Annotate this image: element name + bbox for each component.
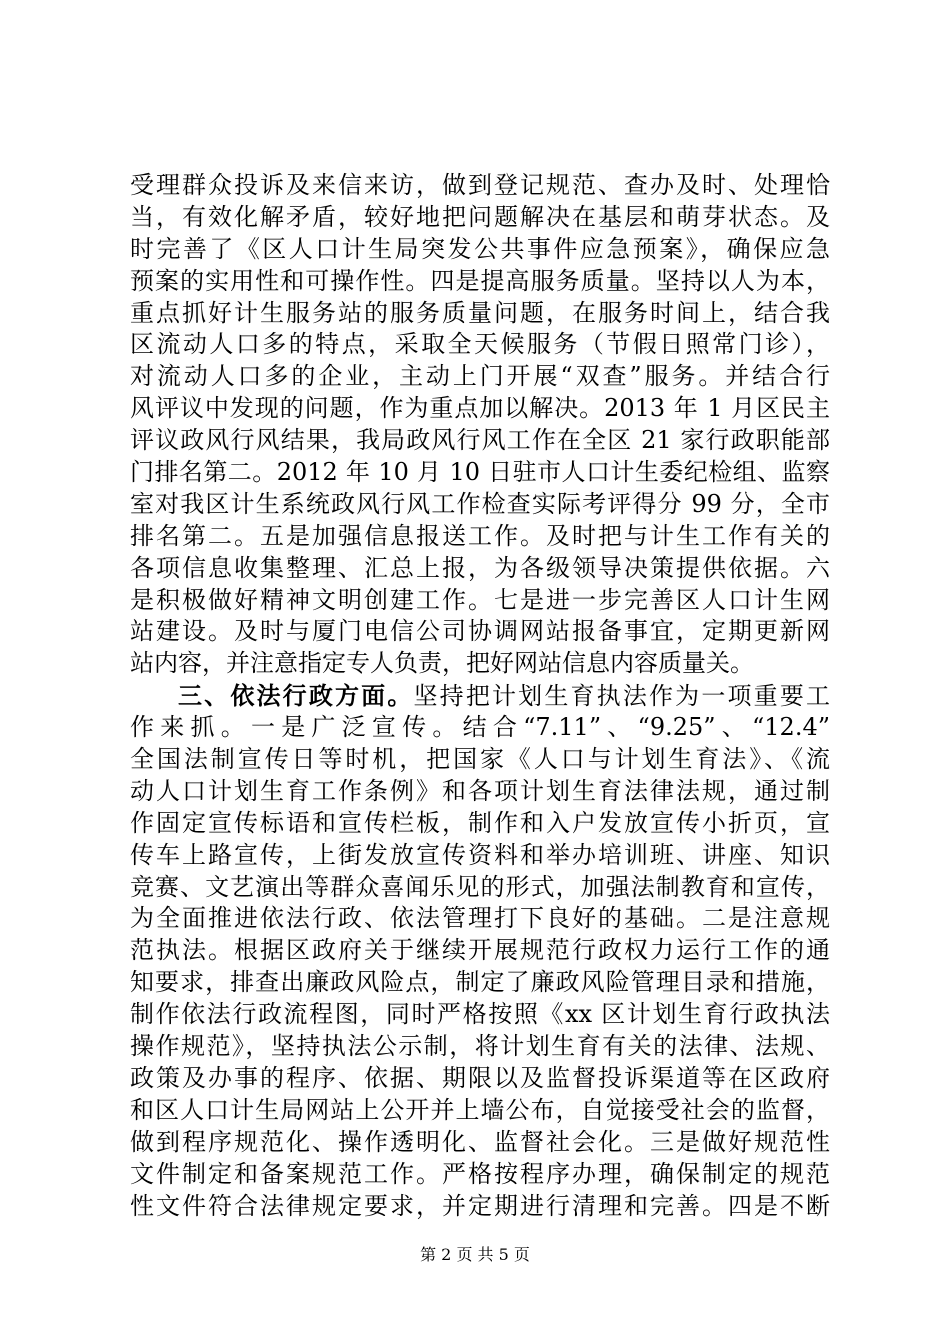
- text-line: 门排名第二。2012 年 10 月 10 日驻市人口计生委纪检组、监察: [130, 458, 830, 487]
- text-line: 是积极做好精神文明创建工作。七是进一步完善区人口计生网: [130, 585, 830, 614]
- section-3-heading: 三、依法行政方面。: [178, 681, 414, 711]
- text-line: 政策及办事的程序、依据、期限以及监督投诉渠道等在区政府: [130, 1063, 830, 1092]
- text-line: 动人口计划生育工作条例》和各项计划生育法律法规，通过制: [130, 776, 830, 805]
- text-line: 风评议中发现的问题，作为重点加以解决。2013 年 1 月区民主: [130, 394, 830, 423]
- text-line: 预案的实用性和可操作性。四是提高服务质量。坚持以人为本，: [130, 266, 830, 295]
- text-line: 室对我区计生系统政风行风工作检查实际考评得分 99 分，全市: [130, 489, 830, 518]
- text-line: 制作依法行政流程图，同时严格按照《xx 区计划生育行政执法: [130, 1000, 830, 1029]
- text-line: 重点抓好计生服务站的服务质量问题，在服务时间上，结合我: [130, 298, 830, 327]
- text-line: 各项信息收集整理、汇总上报，为各级领导决策提供依据。六: [130, 553, 830, 582]
- text-line: 站内容，并注意指定专人负责，把好网站信息内容质量关。: [130, 649, 754, 678]
- text-line: 评议政风行风结果，我局政风行风工作在全区 21 家行政职能部: [130, 426, 830, 455]
- text-line: 对流动人口多的企业，主动上门开展“双查”服务。并结合行: [130, 362, 830, 391]
- text-line: 排名第二。五是加强信息报送工作。及时把与计生工作有关的: [130, 521, 830, 550]
- text-line: 当，有效化解矛盾，较好地把问题解决在基层和萌芽状态。及: [130, 202, 830, 231]
- text-line: 传车上路宣传，上街发放宣传资料和举办培训班、讲座、知识: [130, 840, 830, 869]
- section-3-first-line-text: 坚持把计划生育执法作为一项重要工: [413, 682, 830, 711]
- document-body: [130, 170, 830, 1222]
- text-line: 范执法。根据区政府关于继续开展规范行政权力运行工作的通: [130, 936, 830, 965]
- text-line: 和区人口计生局网站上公开并上墙公布，自觉接受社会的监督，: [130, 1095, 830, 1124]
- text-line: 为全面推进依法行政、依法管理打下良好的基础。二是注意规: [130, 904, 830, 933]
- text-line: 受理群众投诉及来信来访，做到登记规范、查办及时、处理恰: [130, 171, 830, 199]
- text-line: 操作规范》，坚持执法公示制，将计划生育有关的法律、法规、: [130, 1032, 830, 1061]
- page-number-footer: 第 2 页 共 5 页: [420, 1245, 530, 1264]
- text-line: 文件制定和备案规范工作。严格按程序办理，确保制定的规范: [130, 1159, 830, 1188]
- text-line: 性文件符合法律规定要求，并定期进行清理和完善。四是不断: [130, 1191, 830, 1220]
- text-line: 全国法制宣传日等时机，把国家《人口与计划生育法》、《流: [130, 745, 830, 774]
- text-line: 做到程序规范化、操作透明化、监督社会化。三是做好规范性: [130, 1127, 830, 1156]
- text-line: 作来抓。一是广泛宣传。结合“7.11”、“9.25”、“12.4”: [130, 713, 830, 742]
- text-line: 区流动人口多的特点，采取全天候服务（节假日照常门诊），: [130, 330, 830, 359]
- text-line: 竞赛、文艺演出等群众喜闻乐见的形式，加强法制教育和宣传，: [130, 872, 830, 901]
- text-line: 站建设。及时与厦门电信公司协调网站报备事宜，定期更新网: [130, 617, 830, 646]
- text-line: 作固定宣传标语和宣传栏板，制作和入户发放宣传小折页，宣: [130, 808, 830, 837]
- section-3-first-line: [130, 680, 830, 712]
- text-line: 时完善了《区人口计生局突发公共事件应急预案》，确保应急: [130, 234, 830, 263]
- text-line: 知要求，排查出廉政风险点，制定了廉政风险管理目录和措施，: [130, 968, 830, 997]
